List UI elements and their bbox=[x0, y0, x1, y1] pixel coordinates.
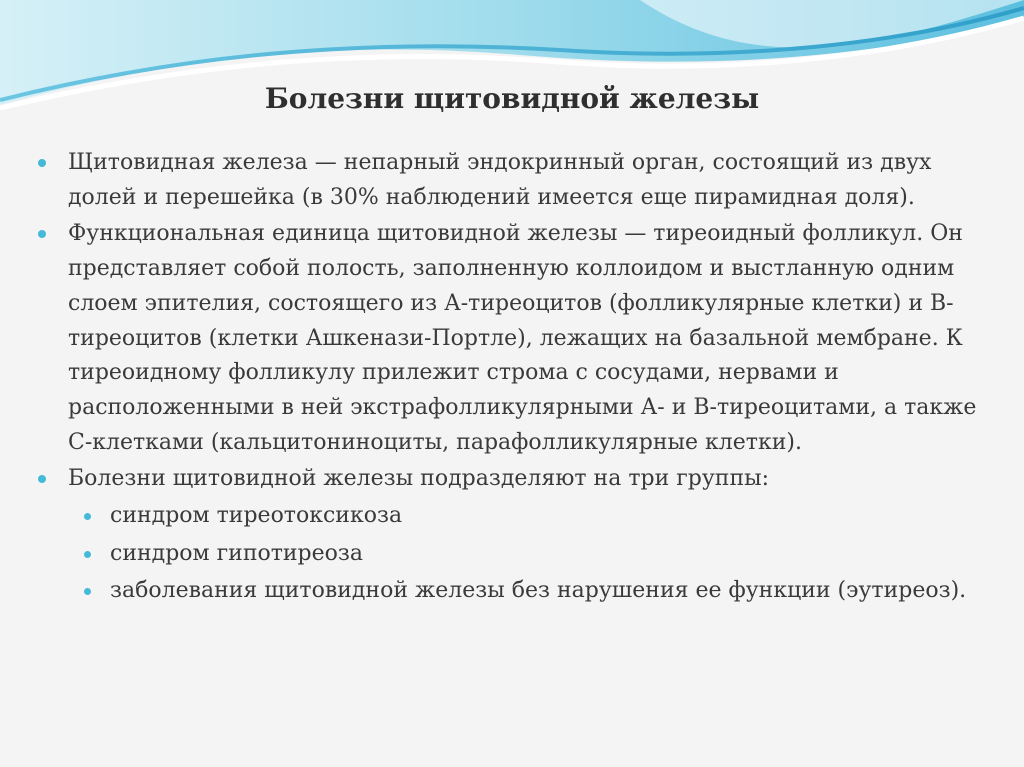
subitem-euthyroid: заболевания щитовидной железы без нарушения ее функции (эутиреоз). bbox=[38, 574, 998, 609]
subitem-thyrotoxicosis: синдром тиреотоксикоза bbox=[38, 499, 998, 534]
bullet-thyroid-definition: Щитовидная железа — непарный эндокринный орган, состоящий из двух долей и перешейка (в 30% наблюдений имеется еще пирамидная доля). bbox=[38, 146, 998, 215]
bullet-functional-unit: Функциональная единица щитовидной железы — тиреоидный фолликул. Он представляет собой полость, заполненную коллоидом и выстланную одним слоем эпителия, состоящего из А-тиреоцитов (фолликулярные клетки) и В-тиреоцитов (клетки Ашкенази-Портле), лежащих на базальной мембране. К тиреоидному фолликулу прилежит строма с сосудами, нервами и расположенными в ней экстрафолликулярными А- и В-тиреоцитами, а также С-клетками (кальцитониноциты, парафолликулярные клетки). bbox=[38, 217, 998, 460]
slide-title: Болезни щитовидной железы bbox=[264, 82, 760, 115]
bullet-disease-groups: Болезни щитовидной железы подразделяют на три группы: bbox=[38, 462, 998, 497]
slide-content bbox=[38, 146, 998, 612]
subitem-hypothyroidism: синдром гипотиреоза bbox=[38, 537, 998, 572]
